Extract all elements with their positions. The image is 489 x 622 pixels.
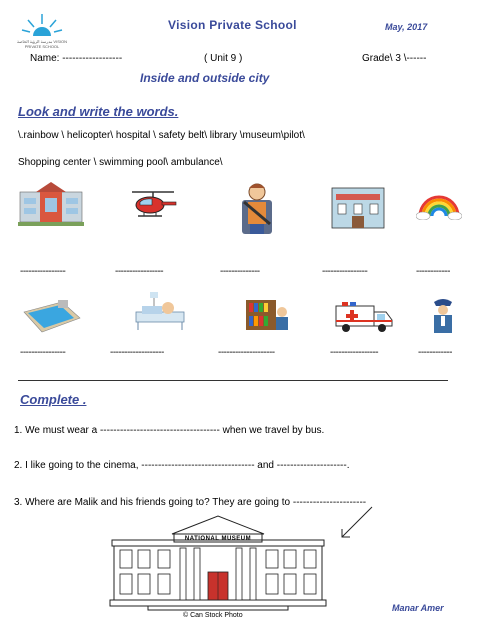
- answer-blank[interactable]: ------------: [418, 347, 452, 358]
- rainbow-icon: [416, 190, 462, 220]
- national-museum-icon: [108, 512, 328, 612]
- answer-blank[interactable]: ----------------: [20, 347, 66, 358]
- section-heading-complete: Complete .: [20, 392, 87, 407]
- answer-blank[interactable]: -------------------: [110, 347, 164, 358]
- museum-icon: [330, 186, 386, 232]
- answer-blank[interactable]: -----------------: [115, 266, 164, 277]
- helicopter-icon: [128, 188, 178, 220]
- question-3[interactable]: 3. Where are Malik and his friends going to? They are going to ----------------------: [14, 497, 367, 508]
- answer-blank[interactable]: ----------------: [20, 266, 66, 277]
- unit-label: ( Unit 9 ): [204, 53, 243, 64]
- name-field: Name: ------------------: [30, 53, 123, 64]
- section-heading-look-write: Look and write the words.: [18, 104, 179, 119]
- school-logo-text: مدرسة الرؤية الخاصة VISION PRIVATE SCHOOL: [17, 39, 67, 49]
- answer-blank[interactable]: --------------: [220, 266, 260, 277]
- arrow-icon: [336, 505, 376, 541]
- ambulance-icon: [334, 300, 394, 334]
- grade-field: Grade\ 3 \------: [362, 53, 427, 64]
- shopping-center-icon: [18, 180, 84, 226]
- date: May, 2017: [385, 22, 428, 32]
- answer-blank[interactable]: ----------------: [322, 266, 368, 277]
- question-2[interactable]: 2. I like going to the cinema, ---------------------------------- and ---------------------.: [14, 460, 350, 471]
- hospital-icon: [132, 290, 188, 332]
- pilot-icon: [428, 296, 458, 334]
- library-icon: [244, 298, 290, 332]
- answer-blank[interactable]: --------------------: [218, 347, 275, 358]
- answer-blank[interactable]: -----------------: [330, 347, 379, 358]
- photo-credit: © Can Stock Photo: [183, 612, 243, 619]
- unit-title: Inside and outside city: [140, 71, 270, 85]
- author-signature: Manar Amer: [392, 603, 444, 613]
- museum-sign: NATIONAL MUSEUM: [184, 536, 252, 542]
- school-name: Vision Private School: [168, 18, 297, 32]
- word-bank-line-2: Shopping center \ swimming pool\ ambulance\: [18, 157, 223, 168]
- safety-belt-icon: [234, 180, 280, 236]
- question-1[interactable]: 1. We must wear a ------------------------------------ when we travel by bus.: [14, 425, 325, 436]
- swimming-pool-icon: [18, 296, 82, 336]
- word-bank-line-1: \.rainbow \ helicopter\ hospital \ safety belt\ library \museum\pilot\: [18, 130, 305, 141]
- answer-blank[interactable]: ------------: [416, 266, 450, 277]
- section-divider: [18, 380, 448, 381]
